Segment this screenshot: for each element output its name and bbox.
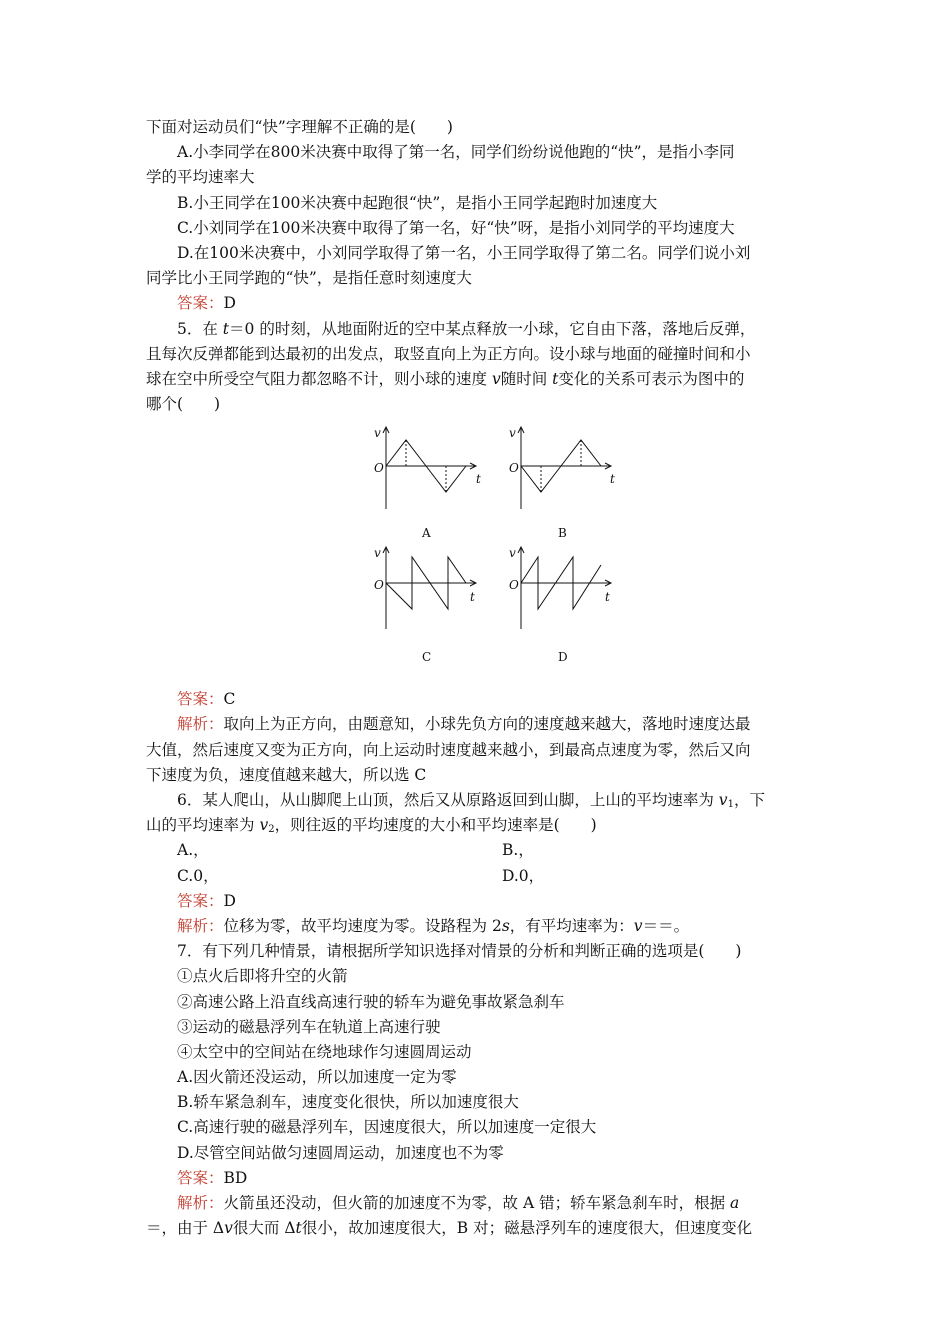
- q6-options-cd: [146, 864, 808, 889]
- graph-b: [509, 426, 615, 540]
- q4-option-b: B.小王同学在100米决赛中起跑很“快”，是指小王同学起跑时加速度大: [177, 193, 658, 212]
- graph-b-v-label: v: [509, 426, 516, 441]
- graph-c-origin: O: [374, 578, 384, 593]
- var-v1: v: [718, 791, 728, 809]
- q7-option-d: D.尽管空间站做匀速圆周运动，加速度也不为零: [177, 1143, 504, 1162]
- q5-stem-3: [146, 367, 808, 392]
- answer-label: 答案：: [177, 294, 224, 313]
- answer-value: D: [223, 891, 236, 910]
- q6-option-a: A.，: [177, 841, 209, 860]
- q7-option-b: B.轿车紧急刹车，速度变化很快，所以加速度很大: [177, 1093, 519, 1112]
- q6-stem-1: [146, 788, 808, 813]
- q6-option-d: D.0，: [502, 866, 545, 885]
- var-t: t: [295, 1219, 302, 1238]
- q4-option-a-cont: 学的平均速率大: [146, 168, 255, 187]
- q4-option-d: D.在100米决赛中，小刘同学取得了第一名，小王同学取得了第二名。同学们说小刘: [177, 243, 751, 262]
- q6-answer: [146, 889, 808, 914]
- q6-option-b: B.，: [502, 841, 534, 860]
- q4-answer: [146, 291, 808, 316]
- text: 球在空中所受空气阻力都忽略不计，则小球的速度: [146, 369, 492, 388]
- var-t: t: [222, 319, 230, 338]
- answer-value: D: [223, 294, 236, 313]
- graph-a-origin: O: [374, 461, 384, 476]
- explanation-label: 解析：: [177, 715, 224, 734]
- text: ＝，由于 Δ: [146, 1219, 225, 1238]
- answer-label: 答案：: [177, 891, 224, 910]
- text: ＝0 的时刻，从地面附近的空中某点释放一小球，它自由下落，落地后反弹，: [229, 319, 756, 338]
- q7-explanation-1: [146, 1191, 808, 1216]
- var-t: t: [552, 369, 559, 388]
- graph-d-origin: O: [509, 578, 519, 593]
- q5-explanation-1: [146, 712, 808, 737]
- text: ＝＝。: [642, 916, 690, 935]
- graph-b-origin: O: [509, 461, 519, 476]
- var-s: s: [501, 916, 510, 935]
- q7-explanation-2: [146, 1216, 808, 1241]
- text: ，下: [733, 791, 765, 809]
- graph-a: [374, 426, 481, 540]
- var-a: a: [730, 1194, 740, 1212]
- graph-a-t-label: t: [476, 472, 481, 487]
- graph-a-v-label: v: [374, 426, 381, 441]
- q5-answer: [146, 687, 808, 712]
- explanation-label: 解析：: [177, 916, 224, 935]
- answer-value: BD: [223, 1168, 248, 1187]
- q6-stem-2: [146, 813, 808, 838]
- graph-c-t-label: t: [470, 590, 475, 605]
- q6-explanation: [146, 914, 808, 939]
- graph-c: [374, 546, 476, 664]
- q7-scene-4: ④太空中的空间站在绕地球作匀速圆周运动: [177, 1042, 472, 1061]
- text: 很大而 Δ: [232, 1219, 296, 1238]
- q7-scene-3: ③运动的磁悬浮列车在轨道上高速行驶: [177, 1017, 441, 1036]
- graph-c-v-label: v: [374, 546, 381, 561]
- q5-explanation-2: 大值，然后速度又变为正方向，向上运动时速度越来越小，到最高点速度为零，然后又向: [146, 740, 751, 759]
- q7-scene-1: ①点火后即将升空的火箭: [177, 967, 348, 986]
- q7-scene-2: ②高速公路上沿直线高速行驶的轿车为避免事故紧急刹车: [177, 992, 565, 1011]
- q4-stem: 下面对运动员们“快”字理解不正确的是( ): [146, 118, 453, 136]
- answer-label: 答案：: [177, 1168, 224, 1187]
- q4-option-c: C.小刘同学在100米决赛中取得了第一名，好“快”呀，是指小刘同学的平均速度大: [177, 218, 735, 237]
- text: 很小，故加速度很大，B 对；磁悬浮列车的速度很大，但速度变化: [301, 1219, 753, 1238]
- graph-d-caption: D: [558, 650, 568, 665]
- q6-options-ab: [146, 838, 808, 863]
- q5-stem-4: 哪个( ): [146, 395, 221, 414]
- q7-option-a: A.因火箭还没运动，所以加速度一定为零: [177, 1068, 457, 1087]
- q7-option-c: C.高速行驶的磁悬浮列车，因速度很大，所以加速度一定很大: [177, 1118, 597, 1137]
- var-v: v: [491, 369, 501, 388]
- var-v2: v: [259, 816, 269, 835]
- explanation-label: 解析：: [177, 1194, 224, 1212]
- text: ，有平均速率为：: [509, 916, 634, 935]
- graph-d-t-label: t: [605, 590, 610, 605]
- answer-label: 答案：: [177, 690, 224, 709]
- var-v: v: [633, 916, 643, 935]
- q5-stem-2: 且每次反弹都能到达最初的出发点，取竖直向上为正方向。设小球与地面的碰撞时间和小: [146, 344, 751, 363]
- q5-stem-1: [146, 317, 808, 342]
- graph-c-caption: C: [422, 650, 432, 665]
- sub-1: 1: [727, 799, 734, 810]
- sub-2: 2: [268, 824, 275, 836]
- q6-option-c: C.0，: [177, 866, 219, 885]
- q4-option-d-cont: 同学比小王同学跑的“快”，是指任意时刻速度大: [146, 269, 472, 288]
- q7-stem: 7．有下列几种情景，请根据所学知识选择对情景的分析和判断正确的选项是( ): [177, 942, 742, 961]
- graph-d: [509, 546, 611, 664]
- text: 位移为零，故平均速度为零。设路程为 2: [223, 916, 502, 935]
- document-page: [146, 115, 808, 1241]
- text: 随时间: [500, 369, 553, 388]
- velocity-time-figure: [146, 419, 808, 681]
- text: 火箭虽还没动，但火箭的加速度不为零，故 A 错；轿车紧急刹车时，根据: [223, 1194, 730, 1212]
- q4-option-a: A.小李同学在800米决赛中取得了第一名，同学们纷纷说他跑的“快”，是指小李同: [177, 143, 735, 162]
- var-v: v: [224, 1219, 233, 1238]
- q7-answer: [146, 1166, 808, 1191]
- text: 变化的关系可表示为图中的: [558, 369, 745, 388]
- text: 5．在: [177, 319, 223, 338]
- vt-graphs-svg: [360, 419, 630, 681]
- text: 山的平均速率为: [146, 816, 260, 835]
- graph-b-caption: B: [558, 526, 567, 541]
- text: 取向上为正方向，由题意知，小球先负方向的速度越来越大，落地时速度达最: [223, 715, 751, 734]
- answer-value: C: [223, 690, 236, 709]
- graph-b-t-label: t: [610, 472, 615, 487]
- q5-explanation-3: 下速度为负，速度值越来越大，所以选 C: [146, 765, 427, 784]
- text: 6．某人爬山，从山脚爬上山顶，然后又从原路返回到山脚，上山的平均速率为: [177, 791, 719, 809]
- graph-a-caption: A: [422, 526, 431, 541]
- text: ，则往返的平均速度的大小和平均速率是( ): [274, 816, 597, 835]
- graph-d-v-label: v: [509, 546, 516, 561]
